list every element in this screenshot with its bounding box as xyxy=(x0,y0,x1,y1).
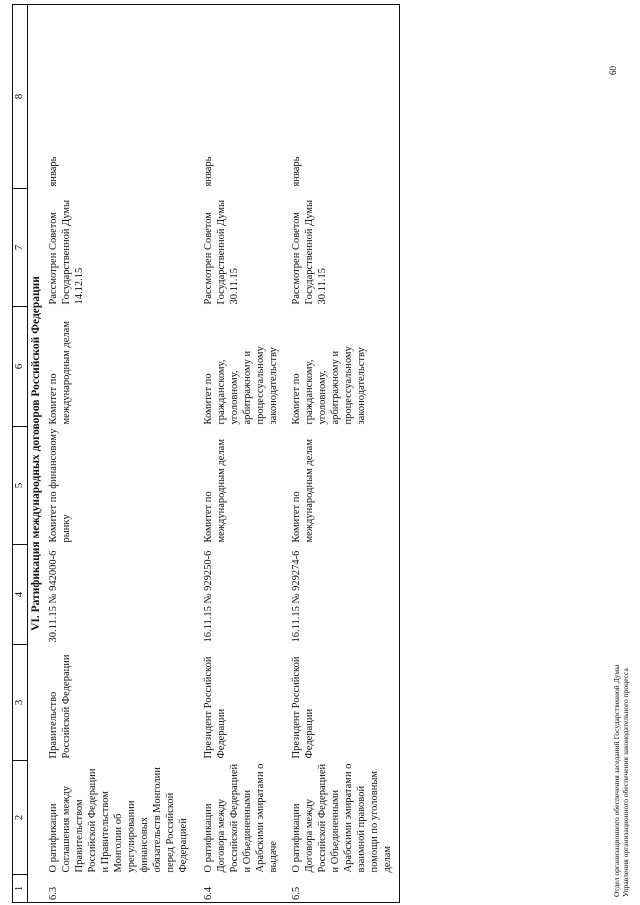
footer-directorate: Управления организационного обеспечения законодательного процесса xyxy=(621,668,630,897)
bill-title: О ратификации Договора между Российской Федерацией и Объединенными Арабскими эмиратами о выдаче xyxy=(203,763,279,873)
col-header-6: 6 xyxy=(13,307,28,427)
bill-initiator: Правительство Российской Федерации xyxy=(48,654,72,759)
page-footer xyxy=(612,665,630,897)
bill-initiator: Президент Российской Федерации xyxy=(203,656,227,759)
legislation-table xyxy=(12,4,400,903)
co-committee: Комитет по международным делам xyxy=(48,321,72,425)
col-header-5: 5 xyxy=(13,427,28,545)
col-header-2: 2 xyxy=(13,761,28,875)
col-header-4: 4 xyxy=(13,545,28,645)
row-number: 6.3 xyxy=(46,875,191,903)
column-number-row xyxy=(13,5,28,903)
bill-registration: 16.11.15 № 929274-6 xyxy=(291,550,302,643)
bill-initiator: Президент Российской Федерации xyxy=(291,656,315,759)
table-row xyxy=(289,5,395,903)
responsible-committee: Комитет по финансовому рынку xyxy=(48,428,72,543)
col-header-8: 8 xyxy=(13,5,28,189)
planned-month: январь xyxy=(201,5,281,189)
responsible-committee: Комитет по международным делам xyxy=(203,439,227,543)
section-title: VI. Ратификация международных договоров Российской Федерации xyxy=(28,5,47,903)
bill-status: Рассмотрен Советом Государственной Думы 30.11.15 xyxy=(291,199,328,305)
bill-registration: 16.11.15 № 929250-6 xyxy=(203,550,214,643)
footer-department: Отдел организационного обеспечения заседаний Государственной Думы xyxy=(612,664,621,897)
table-row xyxy=(46,5,191,903)
bill-status: Рассмотрен Советом Государственной Думы 14.12.15 xyxy=(48,199,85,305)
table-row xyxy=(201,5,281,903)
co-committee: Комитет по гражданскому, уголовному, арбитражному и процессуальному законодательству xyxy=(203,346,279,425)
col-header-3: 3 xyxy=(13,645,28,761)
bill-title: О ратификации Договора между Российской Федерацией и Объединенными Арабскими эмиратами о взаимной правовой помощи по уголовным делам xyxy=(291,763,393,873)
bill-registration: 30.11.15 № 942000-6 xyxy=(48,550,59,643)
planned-month: январь xyxy=(289,5,395,189)
co-committee: Комитет по гражданскому, уголовному, арбитражному и процессуальному законодательству xyxy=(291,346,367,425)
page-number: 60 xyxy=(608,66,618,75)
planned-month: январь xyxy=(46,5,191,189)
col-header-7: 7 xyxy=(13,189,28,307)
responsible-committee: Комитет по международным делам xyxy=(291,439,315,543)
row-number: 6.4 xyxy=(201,875,281,903)
bill-title: О ратификации Соглашения между Правительством Российской Федерации и Правительством Монголии об урегулировании финансовых обязательств Монголии перед Российской Федерацией xyxy=(48,767,189,873)
col-header-1: 1 xyxy=(13,875,28,903)
bill-status: Рассмотрен Советом Государственной Думы 30.11.15 xyxy=(203,199,240,305)
row-number: 6.5 xyxy=(289,875,395,903)
